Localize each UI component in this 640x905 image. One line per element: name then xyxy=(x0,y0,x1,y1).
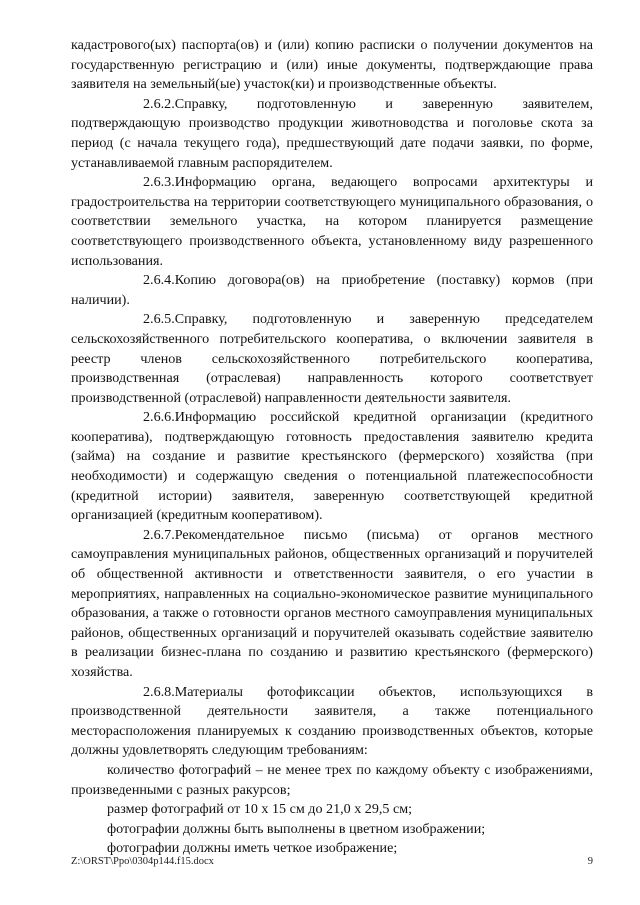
paragraph-text: Рекомендательное письмо (письма) от органов местного самоуправления муниципальных районов, общественных организаций и поручителей об общественной активности и ответственности заявителя, о его участии в мероприятиях, направленных на социально-экономическое развитие муниципального образования, а также о готовности органов местного самоуправления муниципальных районов, общественных организаций и поручителей оказывать содействие заявителю в реализации бизнес-плана по созданию и развитию крестьянского (фермерского) хозяйства. xyxy=(71,526,593,680)
requirement-item xyxy=(71,820,593,840)
document-page xyxy=(71,36,593,859)
requirement-item xyxy=(71,761,593,800)
paragraph-text: Копию договора(ов) на приобретение (поставку) кормов (при наличии). xyxy=(71,272,593,308)
paragraph-text: размер фотографий от 10 х 15 см до 21,0 х 29,5 см; xyxy=(107,801,413,818)
paragraph-text: Справку, подготовленную и заверенную заявителем, подтверждающую производство продукции животноводства и поголовье скота за период (с начала текущего года), предшествующий дате подачи заявки, по форме, устанавливаемой главным распорядителем. xyxy=(71,95,593,171)
paragraph-text: Информацию российской кредитной организации (кредитного кооператива), подтверждающую готовность предоставления заявителю кредита (займа) на создание и развитие крестьянского (фермерского) хозяйства (при необходимости) и содержащую сведения о потенциальной платежеспособности (кредитной истории) заявителя, заверенную соответствующей кредитной организацией (кредитным кооперативом). xyxy=(71,409,593,524)
paragraph-2-6-5 xyxy=(71,310,593,408)
item-number: 2.6.3. xyxy=(143,174,175,191)
paragraph-text: Справку, подготовленную и заверенную председателем сельскохозяйственного потребительского кооператива, о включении заявителя в реестр членов сельскохозяйственного потребительского кооператива, производственная (отраслевая) направленность которого соответствует производственной (отраслевой) направленности деятельности заявителя. xyxy=(71,311,593,406)
item-number: 2.6.5. xyxy=(143,311,175,328)
item-number: 2.6.8. xyxy=(143,683,175,700)
paragraph-text: кадастрового(ых) паспорта(ов) и (или) копию расписки о получении документов на государственную регистрацию и (или) иные документы, подтверждающие права заявителя на земельный(ые) участок(ки) и производственные объекты. xyxy=(71,37,593,93)
footer-file-path: Z:\ORST\Ppo\0304p144.f15.docx xyxy=(71,856,214,867)
paragraph-continuation xyxy=(71,36,593,95)
paragraph-text: Информацию органа, ведающего вопросами архитектуры и градостроительства на территории соответствующего муниципального образования, о соответствии земельного участка, на котором планируется размещение соответствующего производственного объекта, установленному виду разрешенного использования. xyxy=(71,174,593,269)
item-number: 2.6.7. xyxy=(143,526,175,543)
paragraph-2-6-3 xyxy=(71,173,593,271)
item-number: 2.6.4. xyxy=(143,272,175,289)
paragraph-2-6-6 xyxy=(71,408,593,526)
paragraph-2-6-8 xyxy=(71,683,593,761)
requirement-item xyxy=(71,800,593,820)
paragraph-2-6-7 xyxy=(71,526,593,683)
paragraph-text: фотографии должны иметь четкое изображение; xyxy=(107,840,398,857)
paragraph-text: фотографии должны быть выполнены в цветном изображении; xyxy=(107,820,486,837)
page-number: 9 xyxy=(587,856,593,867)
item-number: 2.6.6. xyxy=(143,409,175,426)
paragraph-text: количество фотографий – не менее трех по каждому объекту с изображениями, произведенными с разных ракурсов; xyxy=(71,761,593,798)
paragraph-text: Материалы фотофиксации объектов, использующихся в производственной деятельности заявителя, а также потенциального месторасположения планируемых к созданию производственных объектов, которые должны удовлетворять следующим требованиям: xyxy=(71,683,593,759)
item-number: 2.6.2. xyxy=(143,95,175,112)
paragraph-2-6-2 xyxy=(71,95,593,173)
paragraph-2-6-4 xyxy=(71,271,593,310)
